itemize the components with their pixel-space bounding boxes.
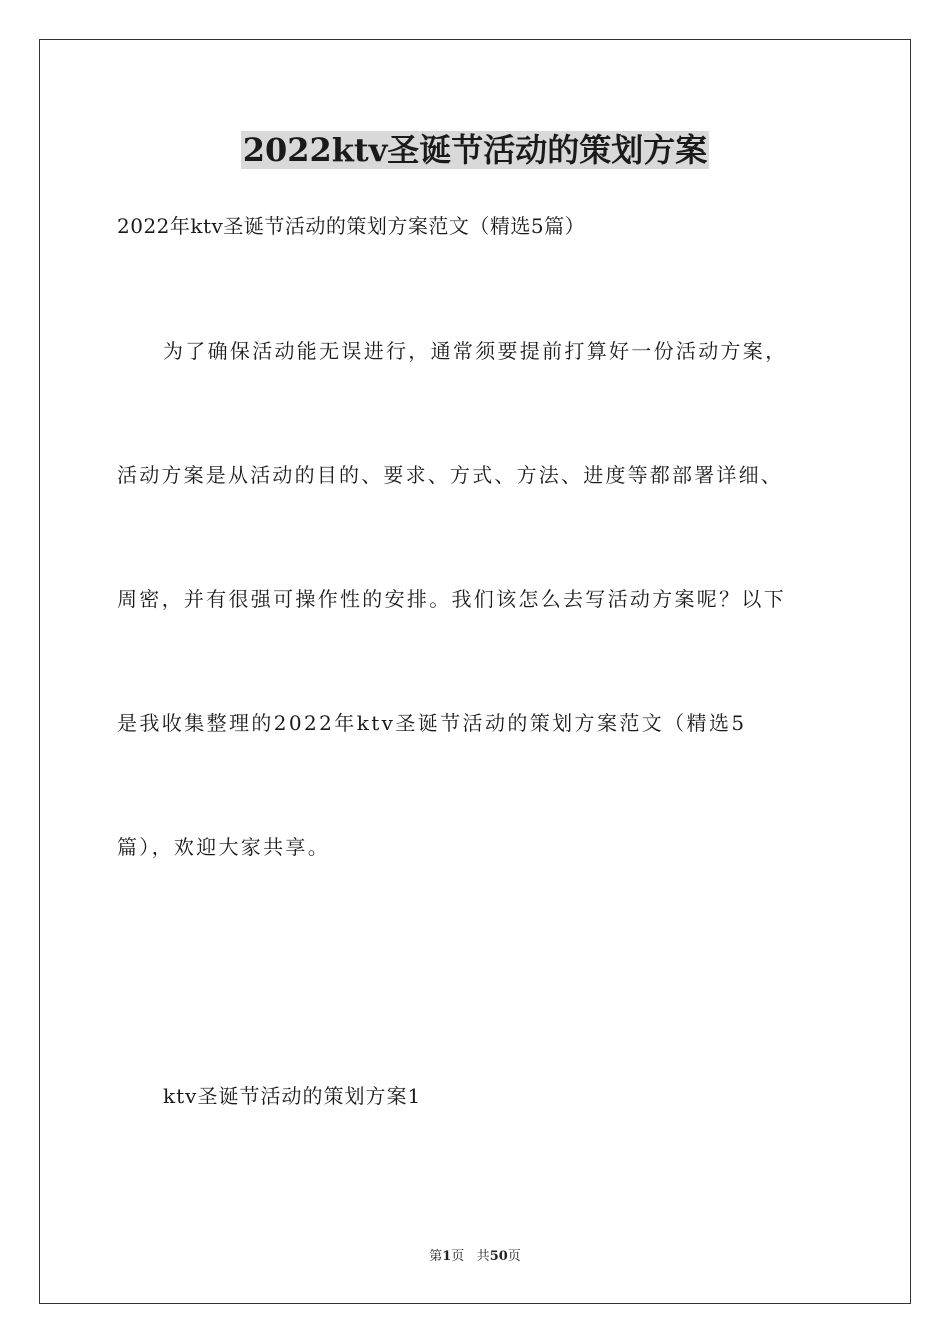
- intro-line-3: 周密，并有很强可操作性的安排。我们该怎么去写活动方案呢？以下: [117, 587, 786, 611]
- total-prefix: 共: [476, 1249, 490, 1264]
- page-number: 1: [442, 1249, 452, 1264]
- intro-line-5: 篇），欢迎大家共享。: [117, 835, 330, 859]
- section-heading: ktv圣诞节活动的策划方案1: [163, 1084, 422, 1108]
- document-title: [0, 126, 950, 174]
- page-prefix: 第: [429, 1249, 443, 1264]
- intro-line-1: 为了确保活动能无误进行，通常须要提前打算好一份活动方案，: [163, 339, 788, 363]
- page-footer: [0, 1248, 950, 1266]
- intro-line-2: 活动方案是从活动的目的、要求、方式、方法、进度等都部署详细、: [117, 463, 783, 487]
- document-title-text: 2022ktv圣诞节活动的策划方案: [242, 131, 708, 169]
- intro-line-4: 是我收集整理的2022年ktv圣诞节活动的策划方案范文（精选5: [117, 711, 747, 735]
- document-subtitle: 2022年ktv圣诞节活动的策划方案范文（精选5篇）: [117, 214, 586, 238]
- page-suffix: 页: [451, 1249, 465, 1264]
- total-pages: 50: [489, 1249, 508, 1264]
- total-suffix: 页: [507, 1249, 521, 1264]
